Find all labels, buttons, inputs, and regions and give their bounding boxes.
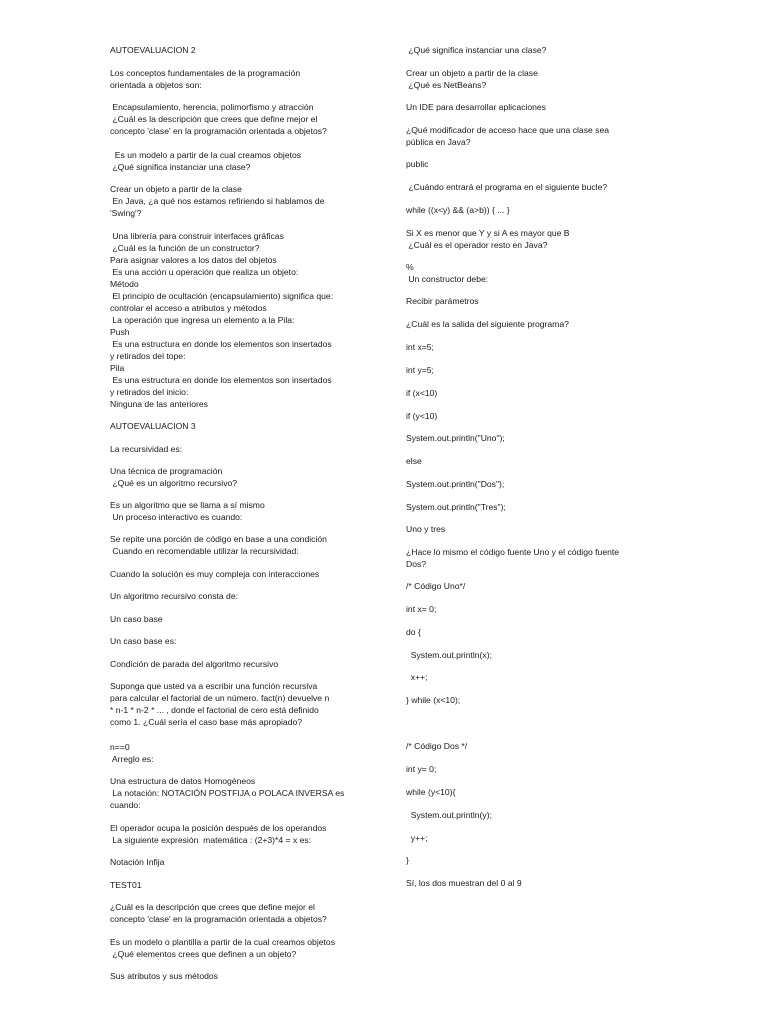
left-column-line: AUTOEVALUACION 3: [110, 421, 196, 431]
left-column-line: Es un algoritmo que se llama a sí mismo: [110, 500, 265, 510]
right-column-line: ¿Cuál es la salida del siguiente programa?: [406, 319, 569, 329]
left-column-line: Se repite una porción de código en base a una condición: [110, 534, 327, 544]
left-column-line: La recursividad es:: [110, 444, 183, 454]
left-column-line: Es una acción u operación que realiza un objeto:: [110, 267, 299, 277]
right-column-line: ¿Hace lo mismo el código fuente Uno y el código fuente: [406, 547, 620, 557]
left-column-line: Es una estructura en donde los elementos son insertados: [110, 375, 332, 385]
left-column-line: Cuando en recomendable utilizar la recursividad:: [110, 546, 299, 556]
left-column-line: Una estructura de datos Homogéneos: [110, 776, 256, 786]
left-column-line: ¿Cuál es la función de un constructor?: [110, 243, 260, 253]
right-column-line: else: [406, 456, 422, 466]
left-column-line: Suponga que usted va a escribir una función recursiva: [110, 681, 318, 691]
right-column-line: ¿Qué es NetBeans?: [406, 80, 487, 90]
left-column-line: n==0: [110, 742, 130, 752]
right-column-line: Crear un objeto a partir de la clase: [406, 68, 538, 78]
left-column-line: controlar el acceso a atributos y métodos: [110, 303, 267, 313]
right-column-line: x++;: [406, 672, 428, 682]
left-column-line: La notación: NOTACIÓN POSTFIJA o POLACA INVERSA es: [110, 788, 345, 798]
left-column-line: Pila: [110, 363, 125, 373]
left-column-line: ¿Cuál es la descripción que crees que define mejor el: [110, 902, 315, 912]
right-column-line: y++;: [406, 833, 428, 843]
right-column-line: int x= 0;: [406, 604, 437, 614]
right-column-line: Si X es menor que Y y si A es mayor que B: [406, 228, 570, 238]
right-column-line: Recibir parámetros: [406, 296, 479, 306]
left-column-line: concepto 'clase' en la programación orientada a objetos?: [110, 914, 327, 924]
left-column-line: Un proceso interactivo es cuando:: [110, 512, 243, 522]
left-column-line: TEST01: [110, 880, 142, 890]
left-column-line: cuando:: [110, 800, 141, 810]
right-column-line: ¿Qué significa instanciar una clase?: [406, 45, 547, 55]
right-column-line: System.out.println("Tres");: [406, 502, 506, 512]
left-column-line: La siguiente expresión matemática : (2+3)*4 = x es:: [110, 835, 312, 845]
right-column-line: if (y<10): [406, 411, 438, 421]
left-column-line: El operador ocupa la posición después de los operandos: [110, 823, 327, 833]
left-column-line: concepto 'clase' en la programación orientada a objetos?: [110, 126, 327, 136]
left-column-line: La operación que ingresa un elemento a la Pila:: [110, 315, 295, 325]
right-column-line: Dos?: [406, 559, 427, 569]
left-column-line: Condición de parada del algoritmo recursivo: [110, 659, 279, 669]
left-column-line: Un caso base es:: [110, 636, 177, 646]
right-column-line: /* Código Dos */: [406, 741, 468, 751]
left-column-line: 'Swing'?: [110, 208, 142, 218]
right-column-line: Un IDE para desarrollar aplicaciones: [406, 102, 546, 112]
left-column-line: Un algoritmo recursivo consta de:: [110, 591, 239, 601]
left-column-line: Un caso base: [110, 614, 163, 624]
right-column-line: System.out.println(x);: [406, 650, 492, 660]
left-column-line: y retirados del tope:: [110, 351, 186, 361]
left-column-line: ¿Cuál es la descripción que crees que define mejor el: [110, 114, 318, 124]
left-column-line: Una librería para construir interfaces gráficas: [110, 231, 284, 241]
left-column-line: Ninguna de las anteriores: [110, 399, 208, 409]
right-column-line: int x=5;: [406, 342, 434, 352]
left-column-line: Arreglo es:: [110, 754, 154, 764]
left-column-line: En Java, ¿a qué nos estamos refiriendo si hablamos de: [110, 196, 325, 206]
left-column-line: y retirados del inicio:: [110, 387, 189, 397]
left-column-line: El principio de ocultación (encapsulamiento) significa que:: [110, 291, 334, 301]
right-column-line: System.out.println("Uno");: [406, 433, 505, 443]
left-column-line: Crear un objeto a partir de la clase: [110, 184, 242, 194]
left-column-line: Método: [110, 279, 139, 289]
right-column-line: ¿Qué modificador de acceso hace que una clase sea: [406, 125, 610, 135]
left-column-line: Es una estructura en donde los elementos son insertados: [110, 339, 332, 349]
right-column-line: if (x<10): [406, 388, 438, 398]
right-column-line: }: [406, 855, 409, 865]
right-column-line: Uno y tres: [406, 524, 446, 534]
right-column-line: while (y<10){: [406, 787, 456, 797]
right-column-line: Un constructor debe:: [406, 274, 489, 284]
right-column-line: ¿Cuándo entrará el programa en el siguiente bucle?: [406, 182, 608, 192]
right-column-line: } while (x<10);: [406, 695, 461, 705]
left-column-line: Push: [110, 327, 130, 337]
left-column-line: para calcular el factorial de un número. fact(n) devuelve n: [110, 693, 330, 703]
right-column-line: while ((x<y) && (a>b)) { ... }: [406, 205, 510, 215]
left-column-line: Una técnica de programación: [110, 466, 223, 476]
right-column-line: %: [406, 262, 414, 272]
right-column-line: /* Código Uno*/: [406, 581, 466, 591]
right-column-line: System.out.println("Dos");: [406, 479, 505, 489]
left-column-line: Notación Infija: [110, 857, 165, 867]
left-column-line: ¿Qué elementos crees que definen a un objeto?: [110, 949, 297, 959]
right-column-line: ¿Cuál es el operador resto en Java?: [406, 240, 548, 250]
left-column-line: Para asignar valores a los datos del objetos: [110, 255, 277, 265]
left-column-line: orientada a objetos son:: [110, 80, 202, 90]
left-column-line: como 1. ¿Cuál sería el caso base más apropiado?: [110, 717, 303, 727]
left-column-line: Es un modelo o plantilla a partir de la cual creamos objetos: [110, 937, 335, 947]
left-column-line: Cuando la solución es muy compleja con interacciones: [110, 569, 320, 579]
right-column-line: int y= 0;: [406, 764, 437, 774]
left-column-line: ¿Qué es un algoritmo recursivo?: [110, 478, 238, 488]
right-column-line: int y=5;: [406, 365, 434, 375]
left-column-line: AUTOEVALUACION 2: [110, 45, 196, 55]
left-column-line: Sus atributos y sus métodos: [110, 971, 218, 981]
left-column-line: * n-1 * n-2 * ... , donde el factorial de cero está definido: [110, 705, 319, 715]
right-column-line: do {: [406, 627, 421, 637]
right-column-line: public: [406, 159, 429, 169]
right-column-line: Sí, los dos muestran del 0 al 9: [406, 878, 522, 888]
right-column-line: System.out.println(y);: [406, 810, 492, 820]
left-column-line: Los conceptos fundamentales de la programación: [110, 68, 301, 78]
left-column-line: Es un modelo a partir de la cual creamos objetos: [110, 150, 302, 160]
right-column-line: pública en Java?: [406, 137, 471, 147]
left-column-line: ¿Qué significa instanciar una clase?: [110, 162, 251, 172]
left-column-line: Encapsulamiento, herencia, polimorfismo y atracción: [110, 102, 314, 112]
